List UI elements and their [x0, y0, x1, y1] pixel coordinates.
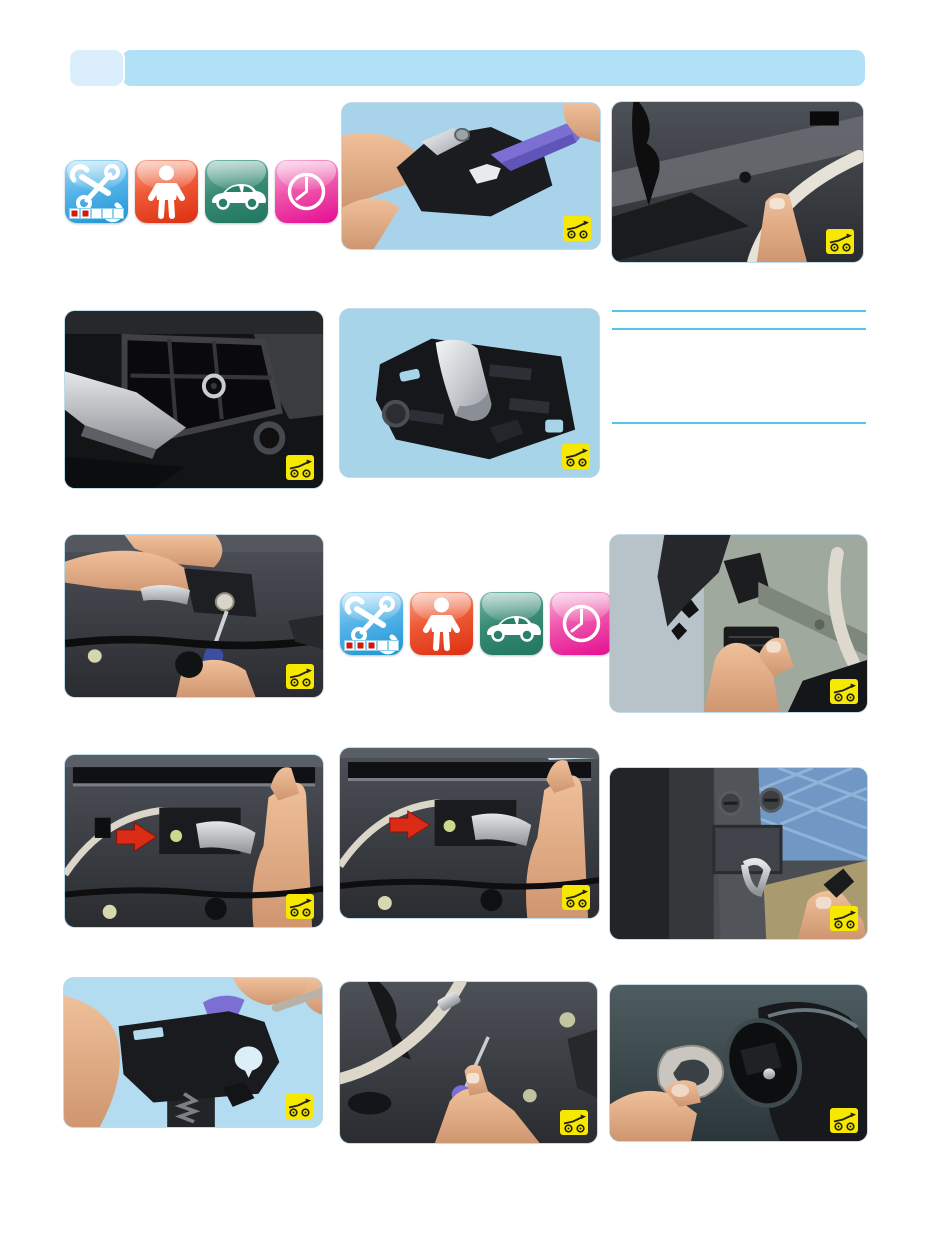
tow-truck-icon [285, 1094, 313, 1119]
photo-chrome-handle-assembly [340, 309, 599, 477]
photo-unscrew-handle [65, 535, 323, 697]
difficulty-square [103, 209, 112, 218]
tow-truck-icon [560, 1110, 588, 1135]
note-line [612, 310, 866, 312]
photo-handle-housing-rear [65, 311, 323, 488]
difficulty-square [389, 641, 398, 650]
difficulty-square [92, 209, 101, 218]
person-icon [410, 592, 473, 655]
photo-handle-rod-arrow [65, 755, 323, 927]
tow-truck-icon [826, 229, 854, 254]
tow-truck-icon [830, 679, 858, 704]
car-icon [480, 592, 543, 655]
clock-icon [550, 592, 613, 655]
tow-truck-icon [562, 444, 590, 469]
header-bar [122, 50, 865, 86]
difficulty-square [70, 209, 79, 218]
tow-truck-icon [286, 455, 314, 480]
photo-lock-purple-tool [342, 103, 600, 249]
car-icon [205, 160, 268, 223]
clock-icon [275, 160, 338, 223]
tow-truck-icon [830, 1108, 858, 1133]
tow-truck-icon [286, 664, 314, 689]
difficulty-indicator [65, 209, 128, 218]
photo-outer-handle-gasket [610, 985, 867, 1141]
difficulty-square [367, 641, 376, 650]
tools-icon [340, 592, 403, 655]
tools-icon [65, 160, 128, 223]
photo-door-seal-press [612, 102, 863, 262]
difficulty-square [345, 641, 354, 650]
person-icon [135, 160, 198, 223]
header-accent-box [70, 50, 123, 86]
difficulty-square [81, 209, 90, 218]
photo-handle-rod-arrow-2 [340, 748, 599, 918]
difficulty-square [356, 641, 365, 650]
tow-truck-icon [562, 885, 590, 910]
note-line [612, 422, 866, 424]
difficulty-indicator [340, 641, 403, 650]
photo-seal-strip-tool [340, 982, 597, 1143]
tow-truck-icon [830, 906, 858, 931]
photo-door-striker [610, 768, 867, 939]
tow-truck-icon [563, 216, 591, 241]
difficulty-square [378, 641, 387, 650]
photo-connector-unplug [610, 535, 867, 712]
difficulty-square [114, 209, 123, 218]
note-line [612, 328, 866, 330]
legend-icons-top [65, 160, 338, 223]
legend-icons-middle [340, 592, 613, 655]
tow-truck-icon [286, 894, 314, 919]
photo-lock-spring-clip [64, 978, 322, 1127]
